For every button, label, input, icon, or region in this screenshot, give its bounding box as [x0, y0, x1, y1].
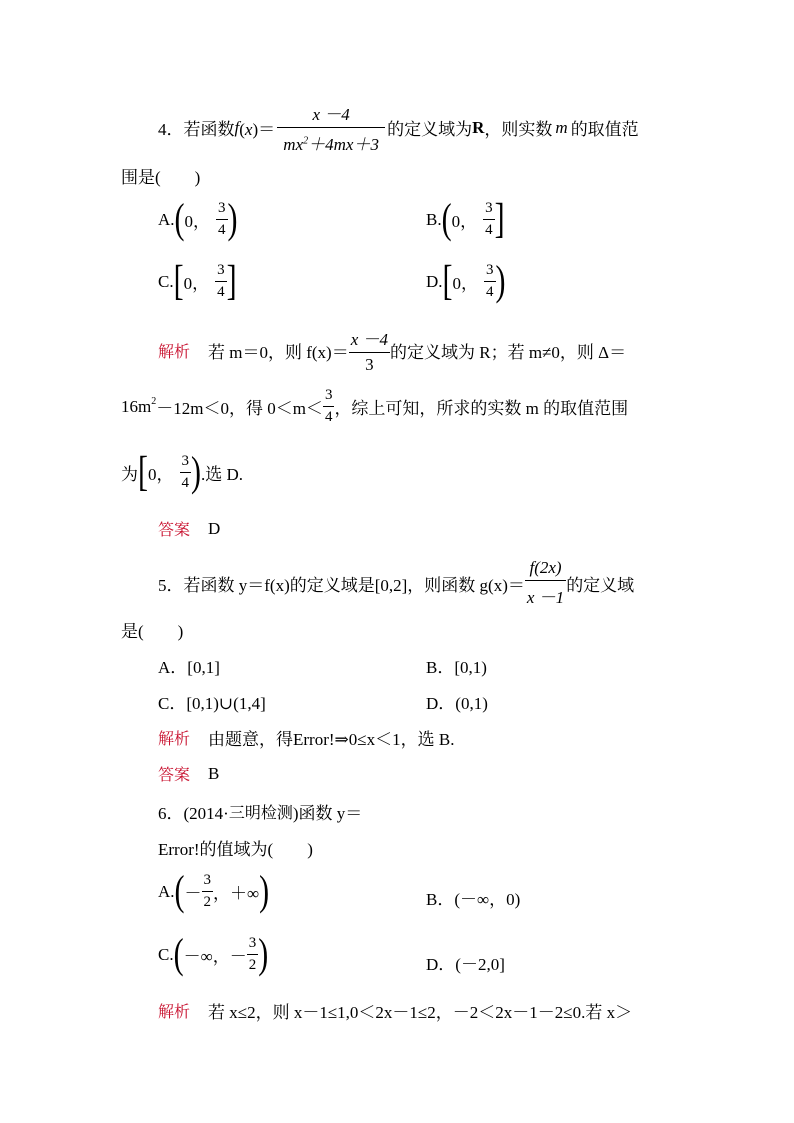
bracket-left: ( [174, 867, 185, 914]
answer-label: 答案 [158, 765, 191, 784]
bracket-left: [ [442, 257, 453, 304]
q4-denominator: $mx^2+4mx+3$ [277, 127, 385, 155]
analysis-fraction: $\frac{x -4}{3}$ [350, 330, 389, 374]
analysis-text: 0， [148, 465, 174, 484]
option-label: B． [426, 658, 455, 677]
bracket-right: ] [494, 195, 505, 242]
q4-stem-prefix: 4．若函数 [158, 120, 235, 139]
option-value: ，＋∞ [213, 884, 260, 903]
q4-option-c[interactable] [158, 257, 237, 304]
q6-option-c[interactable] [158, 930, 269, 977]
option-value: (－2,0] [455, 955, 505, 974]
q4-stem-suffix-a: 的定义域为 [387, 120, 473, 139]
q4-option-b[interactable] [426, 195, 505, 242]
q4-stem-line2: 围是( ) [121, 168, 201, 187]
bracket-left: ( [441, 195, 452, 242]
option-label: A． [158, 658, 188, 677]
analysis-text: 的定义域为 R；若 m≠0，则 Δ＝ [390, 342, 627, 362]
bracket-right: ) [227, 195, 238, 242]
option-fraction: $\frac{3}{4}$ [217, 262, 225, 300]
analysis-label: 解析 [158, 341, 191, 361]
q6-stem-line2: Error!的值域为( ) [158, 840, 313, 859]
analysis-text: 若 x≤2，则 x－1≤1,0＜2x－1≤2，－2＜2x－1－2≤0.若 x＞ [208, 1003, 633, 1022]
option-value: 0， [183, 274, 210, 293]
q4-analysis-line3 [121, 448, 244, 495]
bracket-right: ) [191, 448, 201, 495]
option-value: 0， [452, 274, 479, 293]
q4-f: f [234, 117, 240, 137]
q5-option-c[interactable] [158, 689, 266, 714]
q6-stem-text: 6．(2014· [158, 804, 229, 823]
q4-answer [158, 517, 220, 540]
q4-stem-suffix-b: ，则实数 [484, 120, 553, 139]
option-fraction: $\frac{3}{2}$ [248, 935, 257, 973]
q4-analysis-line1 [158, 325, 626, 375]
q4-option-d[interactable] [426, 257, 506, 304]
option-value: － [184, 884, 202, 903]
analysis-text: －12m＜0，得 0＜m＜ [156, 399, 323, 418]
option-value: [0,1] [187, 658, 220, 677]
answer-value: D [208, 518, 221, 538]
q5-answer [158, 762, 219, 785]
q6-stem-line1 [158, 799, 362, 824]
q4-option-a[interactable] [158, 195, 238, 242]
bracket-left: ( [174, 195, 185, 242]
option-label: D. [426, 271, 443, 291]
option-value: 0， [451, 212, 478, 231]
q4-R: R [472, 117, 485, 137]
option-label: C． [158, 694, 187, 713]
q4-stem-suffix-c: 的取值范 [570, 120, 639, 139]
q5-stem-line2: 是( ) [121, 622, 184, 641]
q5-stem-text: 的定义域 [566, 575, 635, 595]
option-label: B． [426, 890, 455, 909]
bracket-right: ) [258, 930, 269, 977]
q4-stem-line1 [158, 100, 639, 155]
option-label: A. [158, 209, 175, 229]
q6-source: 三明检测 [228, 803, 293, 822]
option-fraction: $\frac{3}{4}$ [485, 200, 493, 238]
answer-label: 答案 [158, 520, 191, 539]
option-label: C. [158, 271, 174, 291]
option-label: D． [426, 955, 456, 974]
bracket-right: ) [495, 257, 506, 304]
q4-x-paren: (x)＝ [239, 120, 276, 139]
option-value: (－∞，0) [454, 890, 521, 909]
bracket-right: ] [226, 257, 237, 304]
q4-numerator: x －4 [312, 105, 350, 124]
q5-analysis [158, 725, 454, 750]
analysis-label: 解析 [158, 729, 191, 748]
analysis-fraction: $\frac{3}{4}$ [324, 387, 333, 425]
option-label: D． [426, 694, 456, 713]
q5-stem-line1 [158, 558, 634, 608]
option-label: A. [158, 881, 175, 901]
analysis-text: 为 [121, 465, 138, 484]
q6-option-d[interactable] [426, 950, 505, 975]
q5-option-b[interactable] [426, 653, 487, 678]
option-value: 0， [184, 212, 211, 231]
answer-value: B [208, 763, 220, 783]
analysis-text: ，综上可知，所求的实数 m 的取值范围 [334, 399, 629, 418]
option-value: (0,1) [455, 694, 488, 713]
q6-analysis [158, 998, 632, 1023]
analysis-text: 由题意，得Error!⇒0≤x＜1，选 B. [208, 730, 455, 749]
option-value: [0,1) [454, 658, 487, 677]
q5-option-d[interactable] [426, 689, 488, 714]
bracket-left: [ [138, 448, 148, 495]
q5-option-a[interactable] [158, 653, 220, 678]
analysis-fraction: $\frac{3}{4}$ [181, 453, 189, 491]
option-fraction: $\frac{3}{4}$ [486, 262, 494, 300]
q5-fraction: $\frac{f(2x)}{x -1}$ [526, 558, 565, 607]
option-fraction: $\frac{3}{4}$ [218, 200, 226, 238]
analysis-text: 16m [121, 396, 152, 416]
q5-stem-text: 5．若函数 y＝f(x)的定义域是[0,2]，则函数 g(x)＝ [158, 575, 525, 595]
bracket-left: [ [173, 257, 184, 304]
bracket-right: ) [259, 867, 270, 914]
bracket-left: ( [173, 930, 184, 977]
option-label: B. [426, 209, 442, 229]
option-fraction: $\frac{3}{2}$ [203, 872, 212, 910]
q6-option-b[interactable] [426, 885, 520, 910]
analysis-text: 若 m＝0，则 f(x)＝ [208, 342, 349, 362]
q4-fraction [277, 100, 385, 155]
q6-option-a[interactable] [158, 867, 270, 914]
option-label: C. [158, 944, 174, 964]
q4-analysis-line2: 16m $^2$ －12m＜0，得 0＜m＜ $\frac{3}{4}$ ，综上可知，所求的实数 m 的取值范围 [121, 387, 629, 425]
q6-stem-text: )函数 y＝ [292, 804, 363, 823]
option-value: [0,1)∪(1,4] [186, 694, 266, 713]
analysis-text: .选 D. [201, 465, 244, 484]
analysis-label: 解析 [158, 1002, 191, 1021]
option-value: －∞，－ [183, 947, 247, 966]
q4-m: m [555, 117, 568, 137]
